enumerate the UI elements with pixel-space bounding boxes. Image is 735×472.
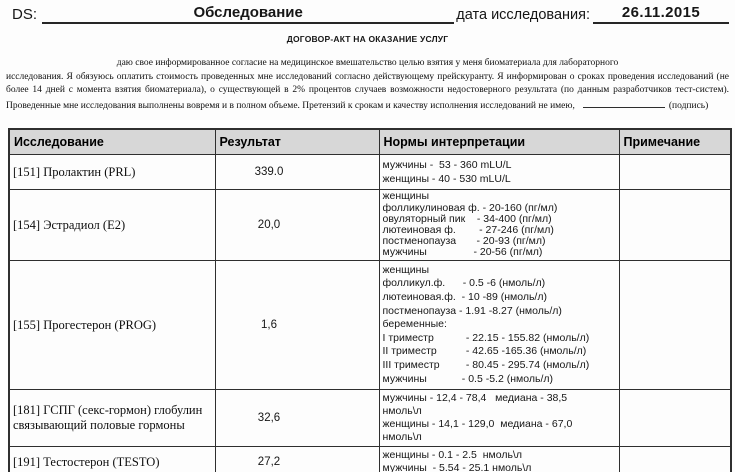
test-name: [154] Эстрадиол (E2) bbox=[9, 190, 215, 261]
diagnosis-blank-line bbox=[42, 4, 454, 24]
norm-line: мужчины - 5.54 - 25.1 нмоль\л bbox=[382, 462, 532, 472]
norms-cell bbox=[379, 261, 619, 390]
table-row-estradiol bbox=[9, 190, 731, 261]
norms-cell bbox=[379, 155, 619, 190]
col-header-norms: Нормы интерпретации bbox=[379, 129, 619, 155]
norm-line: фолликулиновая ф. - 20-160 (пг/мл) bbox=[382, 201, 558, 214]
note-cell bbox=[619, 190, 731, 261]
date-value: 26.11.2015 bbox=[621, 4, 701, 21]
norm-line: нмоль\л bbox=[382, 405, 422, 417]
norm-line: беременные: bbox=[382, 318, 447, 331]
norm-line: постменопауза - 20-93 (пг/мл) bbox=[382, 235, 546, 248]
consent-line-3: более 14 дней с момента взятия биоматериала), о существующей в 2% процентов случаев возможности недостоверного результата (по данным разработчиков тест-систем). bbox=[6, 85, 729, 95]
norm-line: овуляторный пик - 34-400 (пг/мл) bbox=[382, 212, 552, 225]
norm-line: мужчины - 53 - 360 mLU/L bbox=[382, 159, 512, 171]
norm-line: постменопауза - 1.91 -8.27 (нмоль/л) bbox=[382, 304, 562, 317]
table-row-testosterone bbox=[9, 447, 731, 472]
ds-label: DS: bbox=[12, 6, 38, 23]
norm-line: мужчины - 20-56 (пг/мл) bbox=[382, 246, 543, 259]
norm-line: мужчины - 12,4 - 78,4 медиана - 38,5 bbox=[382, 392, 568, 404]
test-name: [191] Тестостерон (TESTO) bbox=[9, 447, 215, 472]
results-table bbox=[8, 128, 732, 472]
consent-line-4 bbox=[6, 98, 729, 114]
test-name: [181] ГСПГ (секс-гормон) глобулин связывающий половые гормоны bbox=[9, 390, 215, 447]
signature-line bbox=[583, 98, 665, 108]
norm-line: женщины - 14,1 - 129,0 медиана - 67,0 bbox=[382, 418, 573, 430]
norm-line: II триместр - 42.65 -165.36 (нмоль/л) bbox=[382, 345, 587, 358]
norm-line: женщины - 0.1 - 2.5 нмоль\л bbox=[382, 449, 522, 461]
norms-cell bbox=[379, 390, 619, 447]
consent-line-4-text: Проведенные мне исследования выполнены вовремя и в полном объеме. Претензий к срокам и качеству исполнения исследований не имею, bbox=[6, 100, 575, 111]
norms-cell bbox=[379, 447, 619, 472]
col-header-study: Исследование bbox=[9, 129, 215, 155]
contract-title: ДОГОВОР-АКТ НА ОКАЗАНИЕ УСЛУГ bbox=[286, 34, 449, 44]
table-row-prolactin bbox=[9, 155, 731, 190]
signature-label: (подпись) bbox=[668, 100, 709, 111]
norm-line: мужчины - 0.5 -5.2 (нмоль/л) bbox=[382, 372, 553, 385]
test-name: [151] Пролактин (PRL) bbox=[9, 155, 215, 190]
test-result: 32,6 bbox=[215, 390, 379, 447]
test-name: [155] Прогестерон (PROG) bbox=[9, 261, 215, 390]
norm-line: женщины - 40 - 530 mLU/L bbox=[382, 173, 511, 185]
norm-line: I триместр - 22.15 - 155.82 (нмоль/л) bbox=[382, 331, 590, 344]
note-cell bbox=[619, 390, 731, 447]
consent-line-2: исследования. Я обязуюсь оплатить стоимость проведенных мне исследований согласно действующему прейскуранту. Я информирован о сроках проведения исследований (не bbox=[6, 71, 729, 82]
consent-line-1: даю свое информированное согласие на медицинское вмешательство целью взятия у меня биоматериала для лабораторного bbox=[116, 58, 619, 68]
norm-line: женщины bbox=[382, 263, 430, 276]
consent-paragraph bbox=[6, 57, 729, 113]
note-cell bbox=[619, 261, 731, 390]
note-cell bbox=[619, 447, 731, 472]
test-result: 20,0 bbox=[215, 190, 379, 261]
norm-line: лютеиновая ф. - 27-246 (пг/мл) bbox=[382, 224, 554, 236]
table-header-row bbox=[9, 129, 731, 155]
date-blank-line bbox=[593, 4, 729, 24]
norms-cell bbox=[379, 190, 619, 261]
col-header-note: Примечание bbox=[619, 129, 731, 155]
test-result: 1,6 bbox=[215, 261, 379, 390]
test-result: 27,2 bbox=[215, 447, 379, 472]
table-row-progesterone bbox=[9, 261, 731, 390]
test-result: 339.0 bbox=[215, 155, 379, 190]
norm-line: нмоль\л bbox=[382, 431, 422, 443]
col-header-result: Результат bbox=[215, 129, 379, 155]
norm-line: III триместр - 80.45 - 295.74 (нмоль/л) bbox=[382, 358, 590, 371]
note-cell bbox=[619, 155, 731, 190]
norm-line: лютеиновая.ф. - 10 -89 (нмоль/л) bbox=[382, 291, 547, 304]
norm-line: женщины bbox=[382, 190, 430, 203]
exam-title: Обследование bbox=[193, 4, 303, 21]
table-row-shbg bbox=[9, 390, 731, 447]
header-line bbox=[12, 5, 729, 24]
date-label: дата исследования: bbox=[456, 7, 590, 23]
norm-line: фолликул.ф. - 0.5 -6 (нмоль/л) bbox=[382, 277, 546, 290]
